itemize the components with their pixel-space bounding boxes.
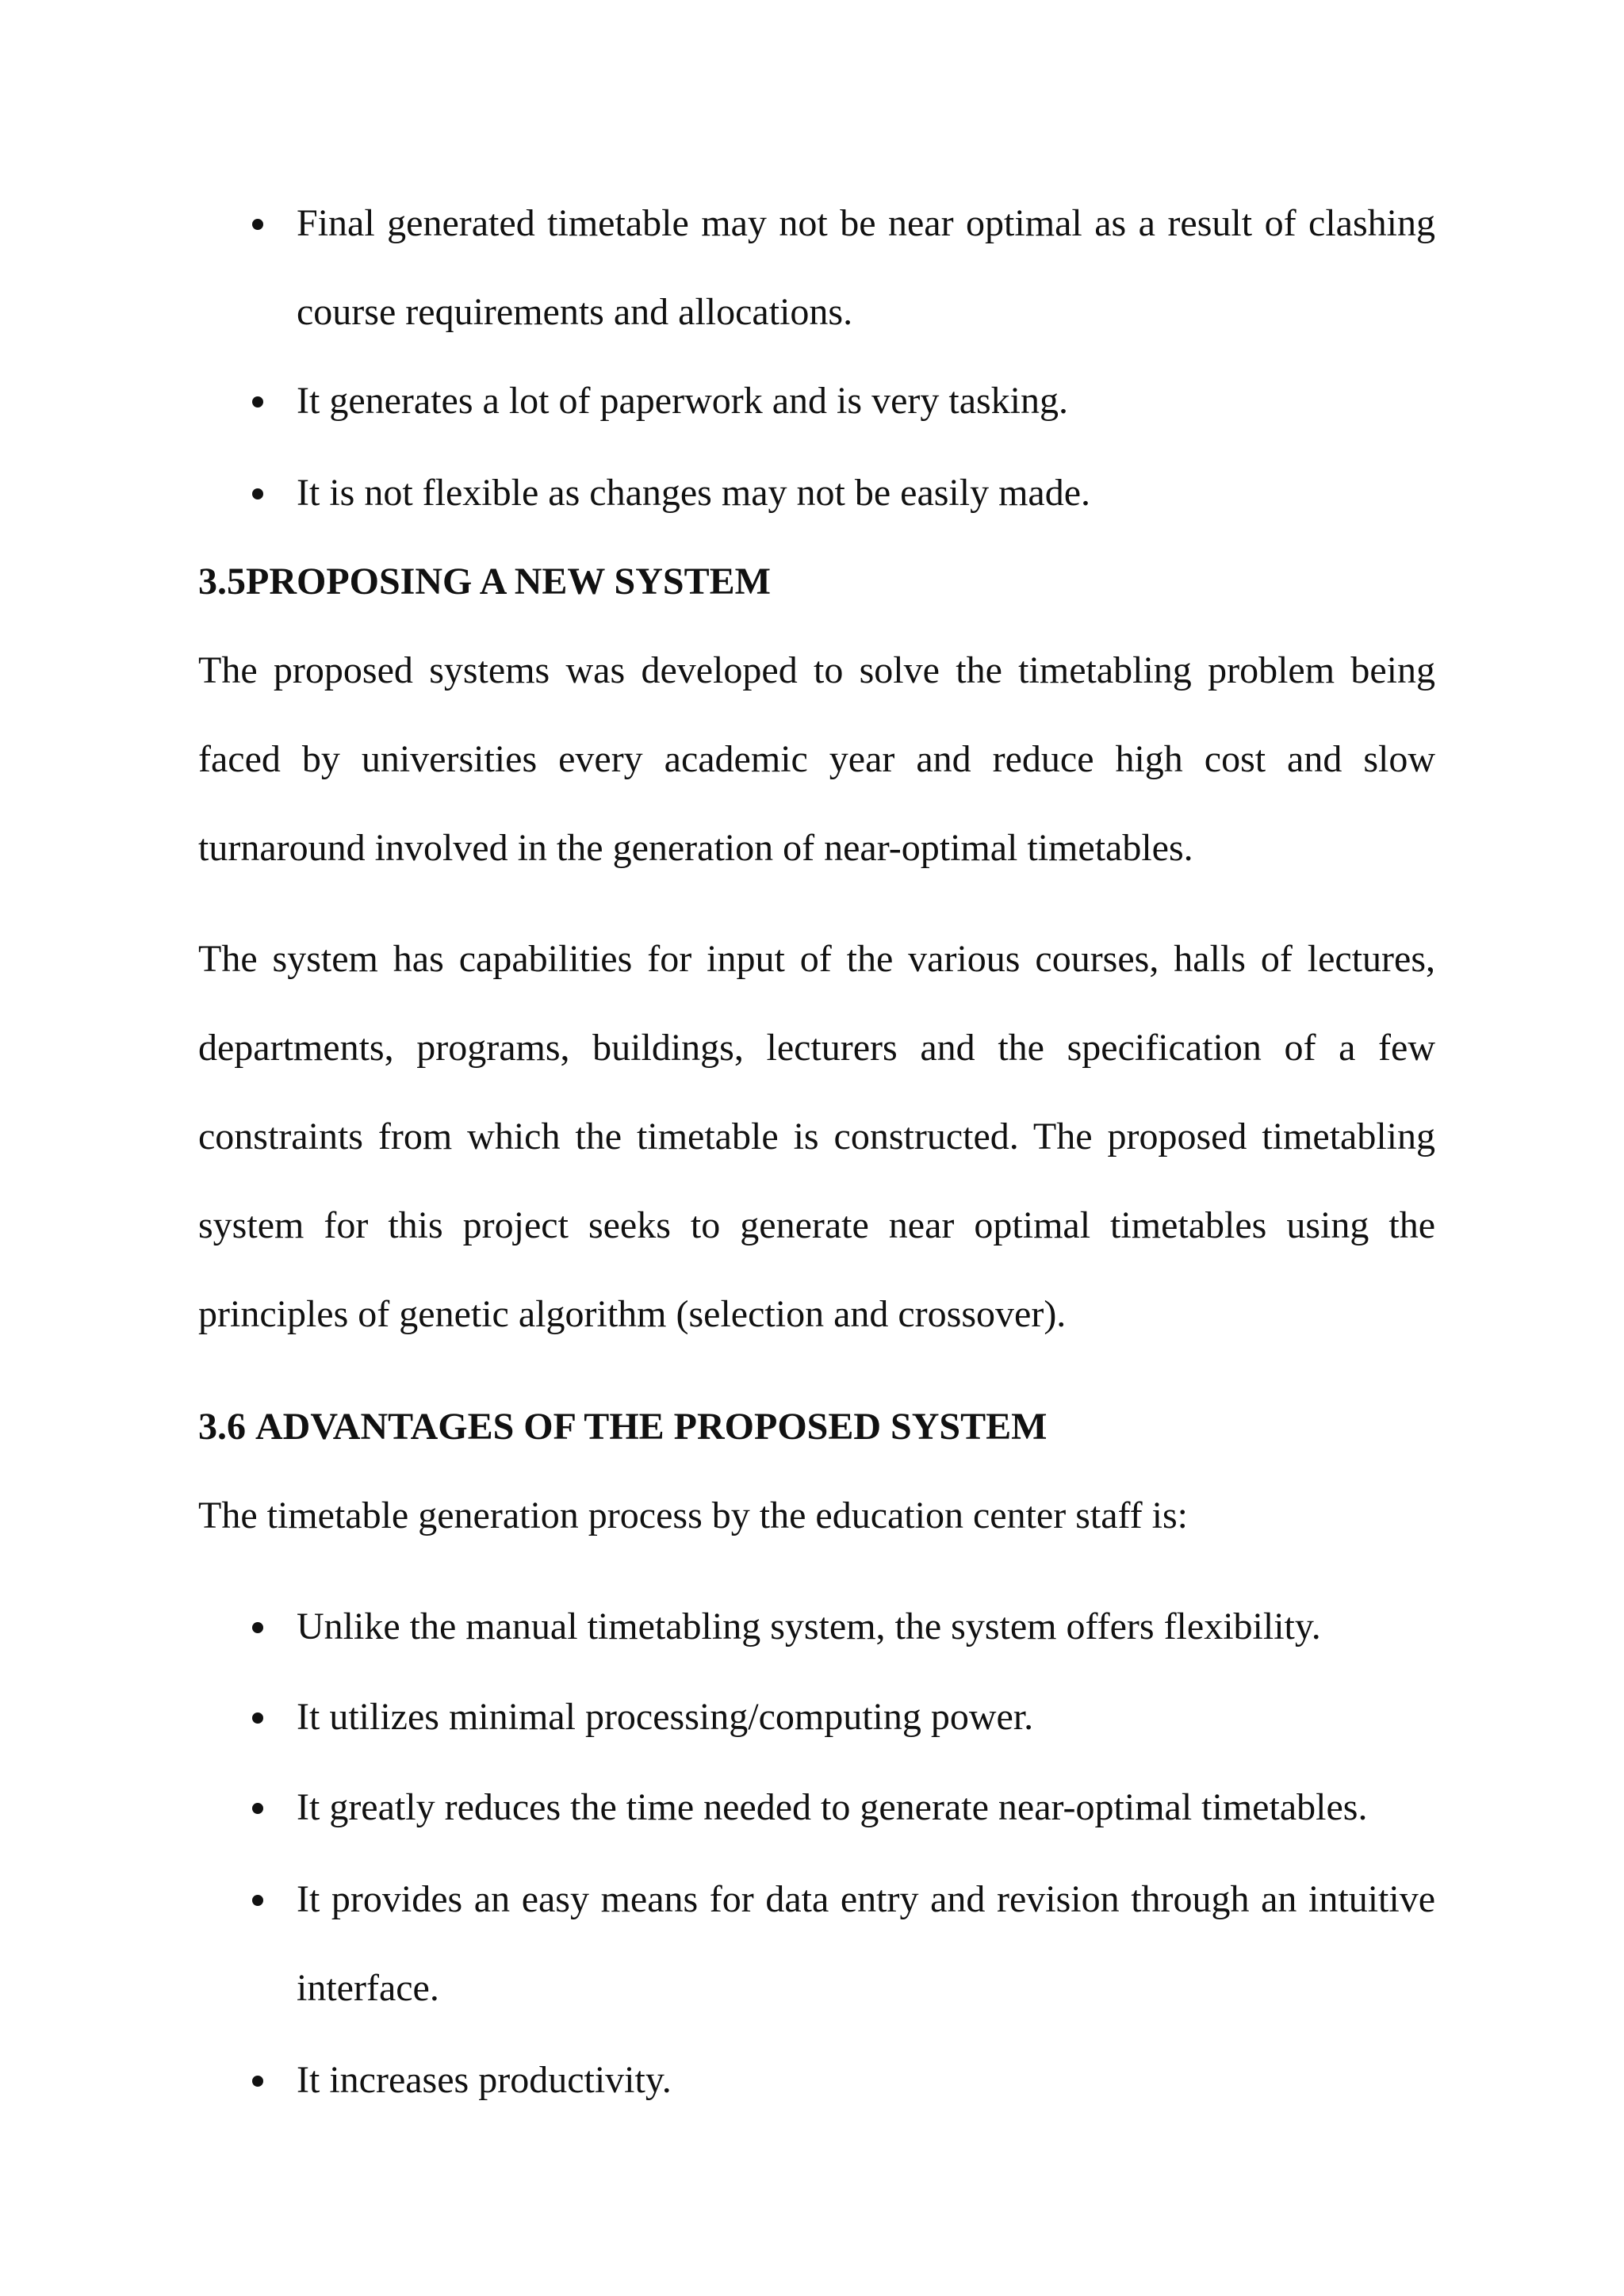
section-title: PROPOSING A NEW SYSTEM: [246, 561, 771, 603]
paragraph-line: constraints from which the timetable is constructed. The proposed timetabling: [198, 1115, 1435, 1158]
bullet-icon: [252, 396, 263, 408]
paragraph-line: The timetable generation process by the education center staff is:: [198, 1494, 1188, 1536]
section-title: ADVANTAGES OF THE PROPOSED SYSTEM: [255, 1406, 1048, 1448]
paragraph-line: system for this project seeks to generate near optimal timetables using the: [198, 1204, 1435, 1246]
bullet-icon: [252, 488, 263, 499]
bullet-icon: [252, 2076, 263, 2087]
bullet-icon: [252, 219, 263, 230]
bullet-icon: [252, 1803, 263, 1814]
section-heading-3-5: [198, 558, 771, 606]
bullet-line: It is not flexible as changes may not be easily made.: [297, 472, 1091, 514]
bullet-icon: [252, 1712, 263, 1724]
bullet-line: It provides an easy means for data entry and revision through an intuitive: [297, 1878, 1435, 1920]
bullet-icon: [252, 1622, 263, 1633]
bullet-line: It greatly reduces the time needed to generate near-optimal timetables.: [297, 1786, 1368, 1828]
section-number: 3.5: [198, 561, 246, 603]
bullet-icon: [252, 1895, 263, 1906]
section-heading-3-6: [198, 1403, 1047, 1451]
section-number: 3.6: [198, 1406, 246, 1448]
paragraph-line: principles of genetic algorithm (selection and crossover).: [198, 1293, 1067, 1335]
paragraph-line: The proposed systems was developed to solve the timetabling problem being: [198, 649, 1435, 691]
bullet-line: It increases productivity.: [297, 2059, 672, 2101]
bullet-line: It generates a lot of paperwork and is very tasking.: [297, 380, 1069, 422]
paragraph-line: turnaround involved in the generation of near-optimal timetables.: [198, 827, 1193, 869]
paragraph-line: faced by universities every academic year and reduce high cost and slow: [198, 738, 1435, 780]
bullet-line: Unlike the manual timetabling system, the system offers flexibility.: [297, 1605, 1321, 1647]
paragraph-line: The system has capabilities for input of the various courses, halls of lectures,: [198, 938, 1435, 980]
bullet-line: It utilizes minimal processing/computing power.: [297, 1696, 1034, 1738]
bullet-line: course requirements and allocations.: [297, 291, 853, 333]
bullet-line: Final generated timetable may not be near optimal as a result of clashing: [297, 202, 1435, 244]
bullet-line: interface.: [297, 1967, 439, 2009]
paragraph-line: departments, programs, buildings, lecturers and the specification of a few: [198, 1027, 1435, 1069]
